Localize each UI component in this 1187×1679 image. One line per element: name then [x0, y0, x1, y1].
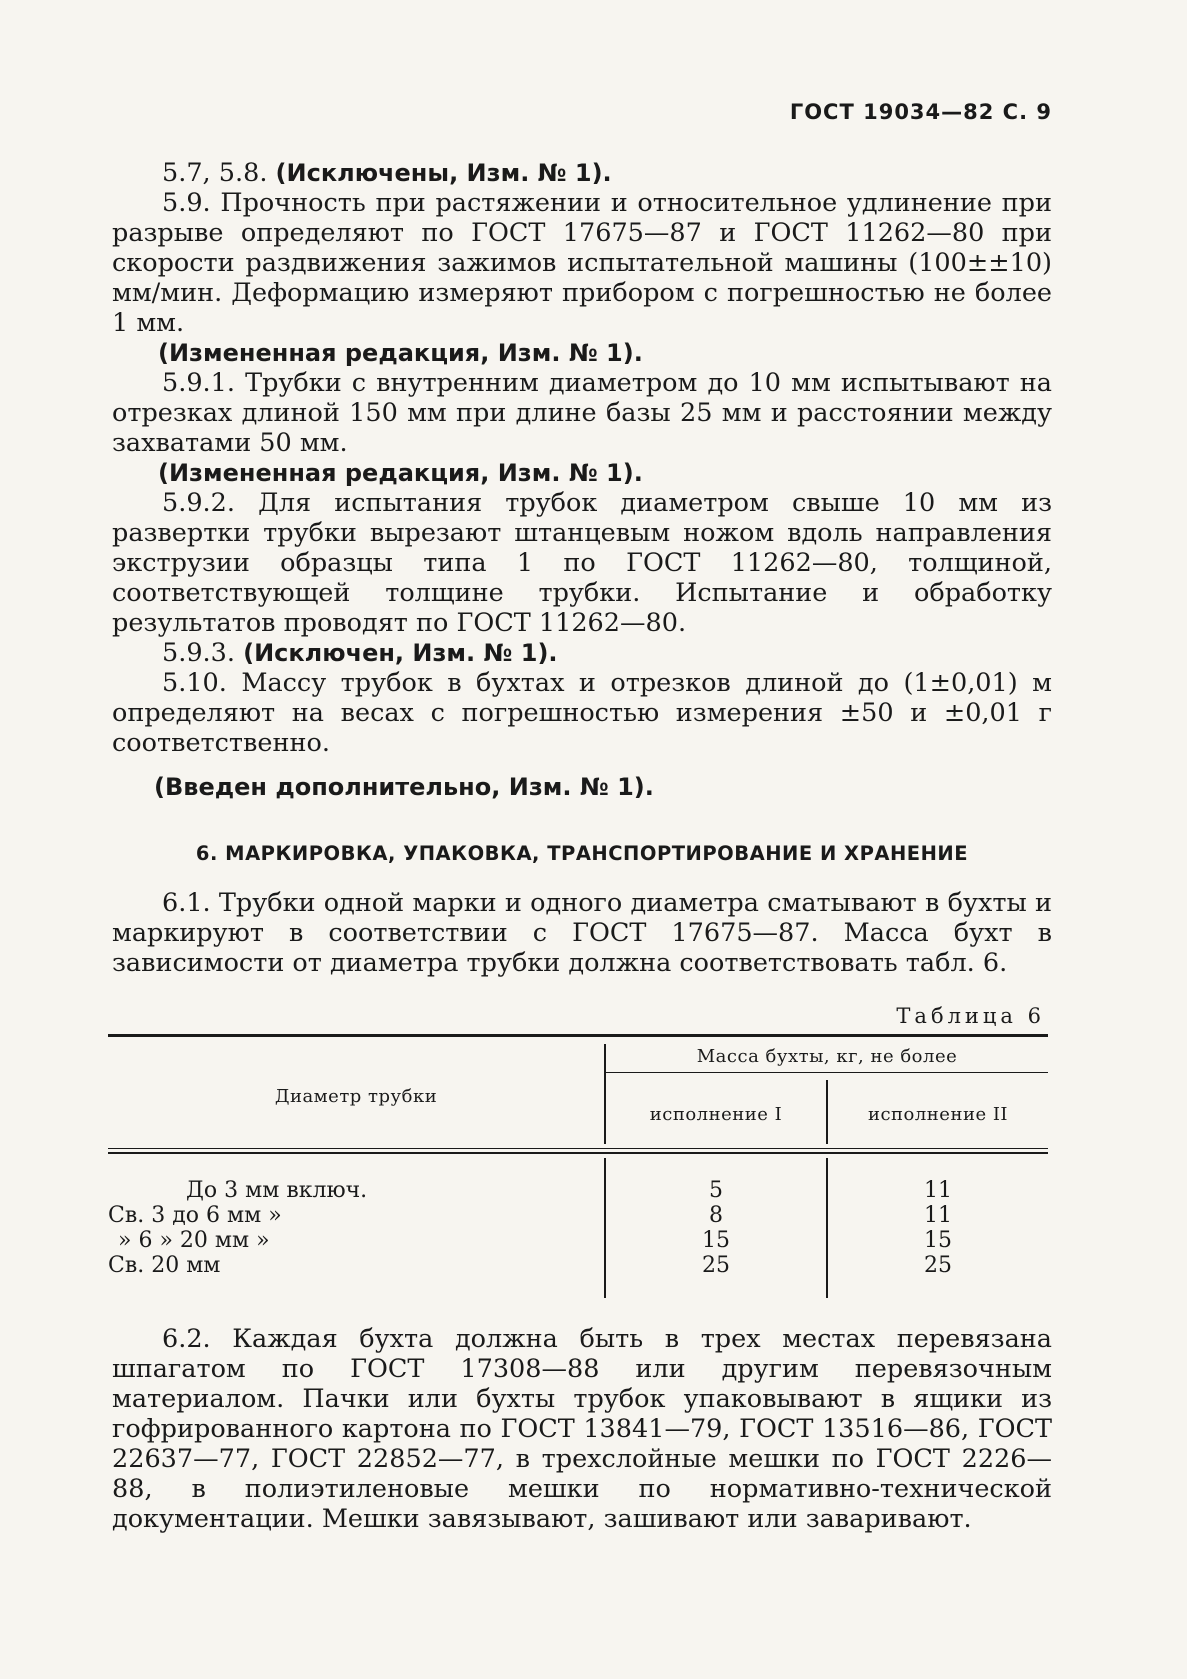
table-header-rule [108, 1152, 1048, 1154]
paragraph-5-9-1: 5.9.1. Трубки с внутренним диаметром до 10 мм испытывают на отрезках длиной 150 мм при длине базы 25 мм и расстоянии между захватами 50 мм. [112, 368, 1052, 458]
paragraph-6-2: 6.2. Каждая бухта должна быть в трех местах перевязана шпагатом по ГОСТ 17308—88 или другим перевязочным материалом. Пачки или бухты трубок упаковывают в ящики из гофрированного картона по ГОСТ 13841—79, ГОСТ 13516—86, ГОСТ 22637—77, ГОСТ 22852—77, в трехслойные мешки по ГОСТ 2226—88, в полиэтиленовые мешки по нормативно-технической документации. Мешки завязывают, зашивают или заваривают. [112, 1324, 1052, 1534]
table-subheader-rule [606, 1072, 1048, 1073]
column-header-mass: Масса бухты, кг, не более [696, 1046, 958, 1067]
table-caption: Таблица 6 [896, 1004, 1045, 1028]
paragraph-6-1: 6.1. Трубки одной марки и одного диаметра сматывают в бухты и маркируют в соответствии с ГОСТ 17675—87. Масса бухт в зависимости от диаметра трубки должна соответствовать табл. 6. [112, 888, 1052, 978]
column-header-version-1: исполнение I [649, 1104, 783, 1125]
table-cell-v2: 25 [924, 1253, 952, 1278]
amendment-note: (Введен дополнительно, Изм. № 1). [154, 773, 654, 801]
table-cell-v1: 15 [702, 1228, 730, 1253]
column-header-diameter: Диаметр трубки [274, 1086, 438, 1107]
clause-amendment: (Исключен, Изм. № 1). [243, 639, 558, 667]
section-6-2 [112, 1324, 1052, 1534]
table-cell-v1: 8 [709, 1203, 723, 1228]
table-cell-v2: 11 [924, 1178, 952, 1203]
table-cell-v2: 15 [924, 1228, 952, 1253]
amendment-note: (Измененная редакция, Изм. № 1). [158, 339, 643, 367]
paragraph-5-7-5-8 [112, 158, 1052, 188]
page-header: ГОСТ 19034—82 С. 9 [789, 100, 1052, 124]
clause-number: 5.7, 5.8. [162, 158, 268, 188]
table-6 [108, 1034, 1048, 1298]
paragraph-5-9-3 [112, 638, 1052, 668]
clause-amendment: (Исключены, Изм. № 1). [275, 159, 612, 187]
table-row-diameter: До 3 мм включ. [186, 1178, 368, 1203]
section-5-body [112, 158, 1052, 802]
table-cell-v1: 5 [709, 1178, 723, 1203]
table-top-rule [108, 1034, 1048, 1037]
paragraph-5-9: 5.9. Прочность при растяжении и относительное удлинение при разрыве определяют по ГОСТ 17675—87 и ГОСТ 11262—80 при скорости раздвижения зажимов испытательной машины (100±±10) мм/мин. Деформацию измеряют прибором с погрешностью не более 1 мм. [112, 188, 1052, 338]
section-6-title: 6. МАРКИРОВКА, УПАКОВКА, ТРАНСПОРТИРОВАНИЕ И ХРАНЕНИЕ [195, 842, 969, 865]
table-row-diameter: Св. 20 мм [108, 1253, 221, 1278]
paragraph-5-10: 5.10. Массу трубок в бухтах и отрезков длиной до (1±0,01) м определяют на весах с погрешностью измерения ±50 и ±0,01 г соответственно. [112, 668, 1052, 758]
table-cell-v1: 25 [702, 1253, 730, 1278]
table-cell-v2: 11 [924, 1203, 952, 1228]
paragraph-5-9-2: 5.9.2. Для испытания трубок диаметром свыше 10 мм из развертки трубки вырезают штанцевым ножом вдоль направления экструзии образцы типа 1 по ГОСТ 11262—80, толщиной, соответствующей толщине трубки. Испытание и обработку результатов проводят по ГОСТ 11262—80. [112, 488, 1052, 638]
clause-number: 5.9.3. [162, 638, 235, 668]
table-header-rule-thin [108, 1148, 1048, 1149]
table-row-diameter: » 6 » 20 мм » [118, 1228, 270, 1253]
column-header-version-2: исполнение II [867, 1104, 1009, 1125]
table-row-diameter: Св. 3 до 6 мм » [108, 1203, 282, 1228]
amendment-note: (Измененная редакция, Изм. № 1). [158, 459, 643, 487]
section-6-1 [112, 888, 1052, 978]
